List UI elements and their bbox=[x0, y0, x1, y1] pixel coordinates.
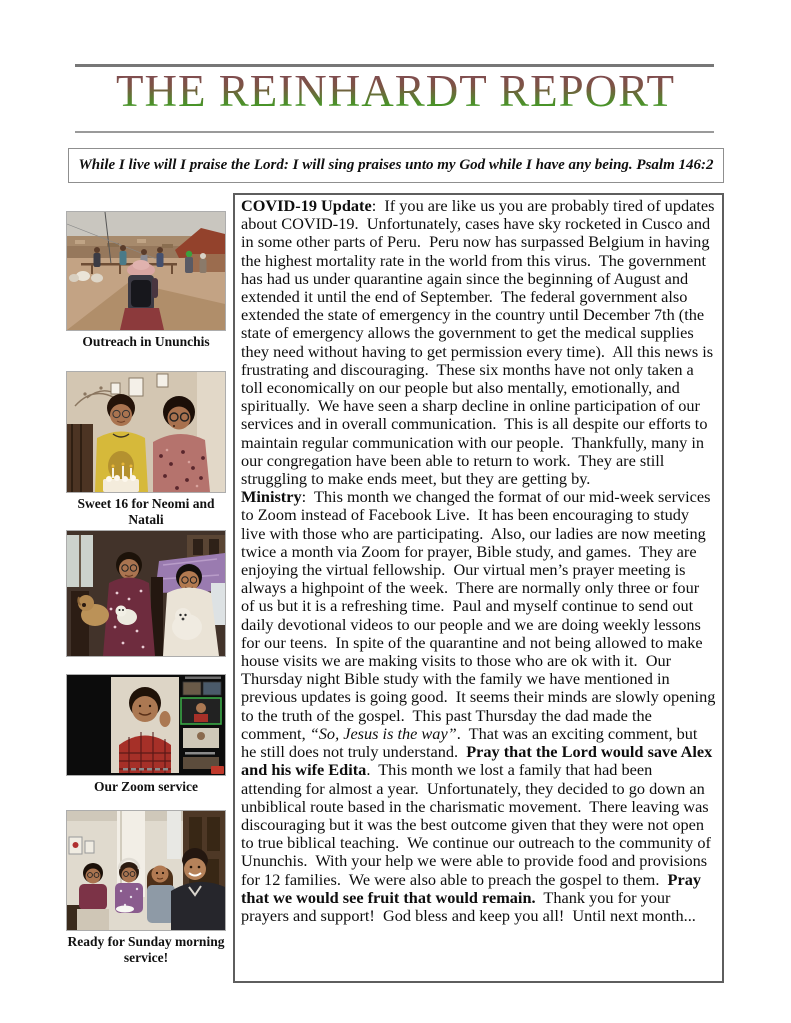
sunday-morning-photo-art bbox=[67, 811, 225, 930]
article-box bbox=[233, 193, 724, 983]
verse-text: While I live will I praise the Lord: I will sing praises unto my God while I have any being. Psalm 146:2 bbox=[78, 157, 714, 173]
photo-figure-zoom-service bbox=[66, 674, 226, 795]
sweet16-photo bbox=[66, 371, 226, 493]
article-text-segment: . That was an exciting comment, but he still does not truly understand. bbox=[241, 723, 702, 762]
article-paragraph bbox=[241, 487, 720, 925]
zoom-service-photo-art bbox=[67, 675, 225, 775]
sweet16-photo-art bbox=[67, 372, 225, 492]
article-body bbox=[241, 196, 720, 925]
article-text-segment: : This month we changed the format of our mid-week services to Zoom instead of Facebook Live. It has been encouraging to study live with those who are participating. Also, our ladies are now meeting twice a month via Zoom for prayer, Bible study, and games. They are enjoying the virtual fellowship. Our virtual men’s prayer meeting is always a highpoint of the week. There are normally only three or four of us but it is a refreshing time. Paul and myself continue to send out daily devotional videos to our people and we are doing weekly lessons for our teens. In spite of the quarantine and not being allowed to make house visits we are making visits to those who are ok with it. Our Thursday night Bible study with the family we have mentioned in previous updates is going good. It seems their minds are slowly opening to the truth of the gospel. This past Thursday the dad made the comment, bbox=[241, 487, 720, 743]
article-text-segment: . This month we lost a family that had been attending for almost a year. Unfortunately, they decided to go down an unbiblical route based in the charismatic movement. There leaving was discouraging but it was the best outcome given that they were not open to true biblical teaching. We continue our outreach to the community of Ununchis. With your help we were able to provide food and provisions for 12 families. We were also able to preach the gospel to them. bbox=[241, 760, 716, 889]
article-text-segment: “So, Jesus is the way” bbox=[309, 723, 457, 743]
article-text-segment: Pray that the Lord would save Alex and his wife Edita bbox=[241, 742, 717, 780]
photo-caption-zoom-service: Our Zoom service bbox=[94, 779, 198, 794]
ladies-with-dogs-photo bbox=[66, 530, 226, 657]
outreach-photo-art bbox=[67, 212, 225, 330]
outreach-photo bbox=[66, 211, 226, 331]
article-text-segment: Pray that we would see fruit that would remain. bbox=[241, 869, 706, 907]
sunday-morning-photo bbox=[66, 810, 226, 931]
ladies-with-dogs-photo-art bbox=[67, 531, 225, 656]
photo-caption-sunday: Ready for Sunday morning service! bbox=[67, 934, 225, 965]
article-text-segment: Thank you for your prayers and support! God bless and keep you all! Until next month... bbox=[241, 887, 696, 925]
verse-box bbox=[68, 148, 724, 183]
masthead-rule-bottom bbox=[75, 131, 714, 133]
article-text-segment: Ministry bbox=[241, 487, 302, 507]
photo-caption-outreach: Outreach in Ununchis bbox=[82, 334, 210, 349]
photo-figure-sunday bbox=[66, 810, 226, 965]
newsletter-title: THE REINHARDT REPORT bbox=[0, 66, 791, 118]
photo-figure-dogs bbox=[66, 530, 226, 657]
article-text-segment: COVID-19 Update bbox=[241, 196, 372, 215]
article-paragraph bbox=[241, 196, 719, 489]
photo-caption-sweet16: Sweet 16 for Neomi and Natali bbox=[77, 496, 215, 527]
photo-figure-outreach bbox=[66, 211, 226, 350]
zoom-service-photo bbox=[66, 674, 226, 776]
article-text-segment: : If you are like us you are probably tired of updates about COVID-19. Unfortunately, cases have sky rocketed in Cusco and in some other parts of Peru. Peru now has surpassed Belgium in having the highest mortality rate in the world from this virus. The government has had us under quarantine again since the beginning of August and extended it until the end of September. The federal government also extended the state of emergency in the country until December 7th (the state of emergency allows the government to get the medical supplies they need without having to get permission every time). All this news is frustrating and discouraging. These six months have not only taken a toll economically on our people but also mentally, emotionally, and spiritually. We have seen a sharp decline in online participation of our services and in overall communication. This is all despite our efforts to maintain regular communication with our people. Thankfully, many in our congregation have been able to return to work. They are still struggling to make ends meet, but they are getting by. bbox=[241, 196, 719, 489]
photo-figure-sweet16 bbox=[66, 371, 226, 527]
